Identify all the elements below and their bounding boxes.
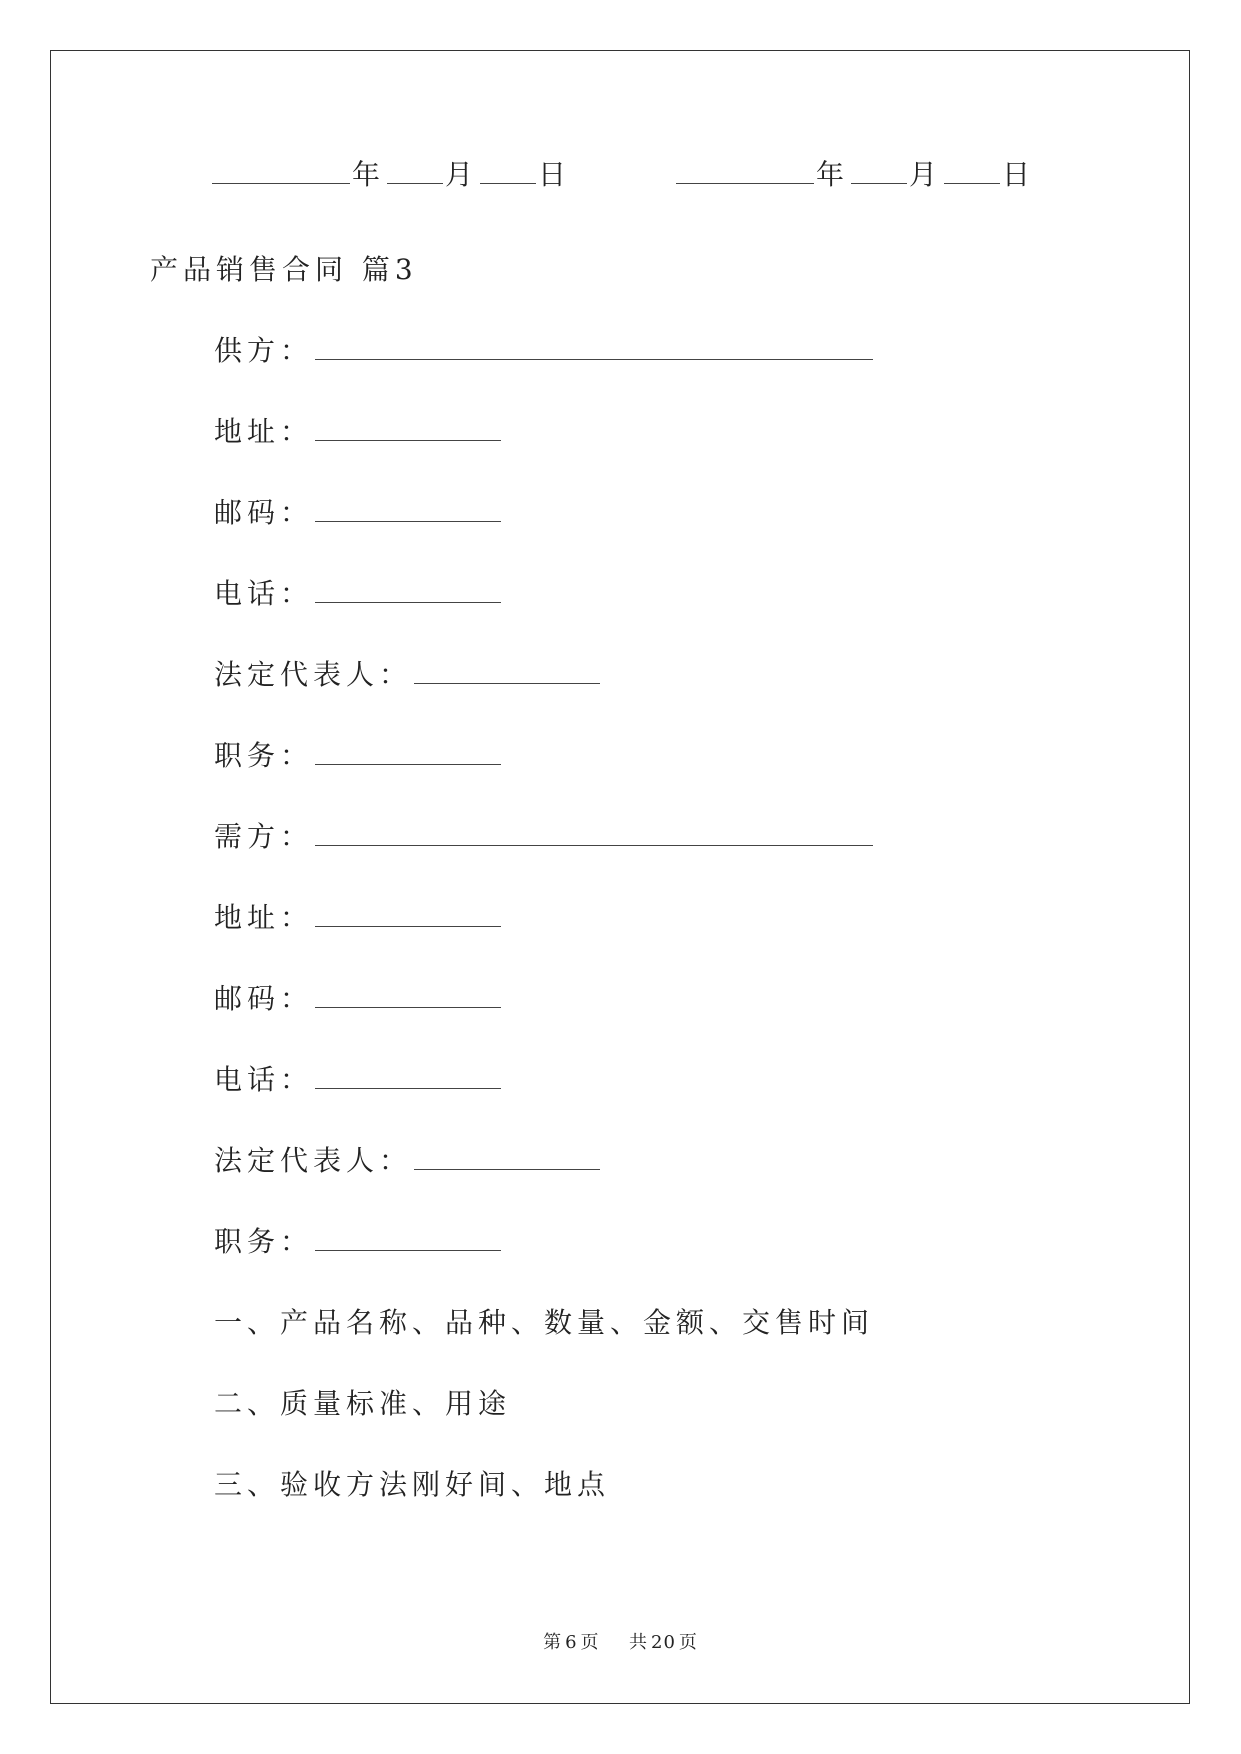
blank-month-right — [851, 157, 907, 184]
supplier-party-blank — [315, 333, 873, 360]
page-suffix: 页 — [580, 1632, 600, 1653]
buyer-address-row — [214, 900, 503, 936]
month-label: 月 — [445, 158, 479, 191]
buyer-phone-label: 电话： — [214, 1063, 314, 1096]
total-suffix: 页 — [678, 1632, 698, 1653]
supplier-legal-rep-blank — [414, 657, 600, 684]
page-footer — [0, 1628, 1241, 1654]
buyer-legal-rep-blank — [414, 1143, 600, 1170]
day-label: 日 — [1002, 158, 1036, 191]
buyer-party-row — [214, 819, 875, 855]
supplier-postcode-label: 邮码： — [214, 496, 314, 529]
buyer-postcode-label: 邮码： — [214, 982, 314, 1015]
day-label: 日 — [538, 158, 572, 191]
supplier-party-label: 供方： — [214, 334, 314, 367]
clause-1: 一、产品名称、品种、数量、金额、交售时间 — [214, 1306, 875, 1339]
supplier-address-blank — [315, 414, 501, 441]
buyer-phone-row — [214, 1062, 503, 1098]
supplier-phone-blank — [315, 576, 501, 603]
supplier-address-label: 地址： — [214, 415, 314, 448]
buyer-party-label: 需方： — [214, 820, 314, 853]
supplier-address-row — [214, 414, 503, 450]
total-pages: 20 — [651, 1632, 676, 1653]
blank-year-left — [212, 157, 350, 184]
buyer-postcode-row — [214, 981, 503, 1017]
blank-day-right — [944, 157, 1000, 184]
buyer-legal-rep-row — [214, 1143, 602, 1179]
buyer-position-row — [214, 1224, 503, 1260]
supplier-postcode-blank — [315, 495, 501, 522]
supplier-phone-row — [214, 576, 503, 612]
month-label: 月 — [909, 158, 943, 191]
supplier-position-blank — [315, 738, 501, 765]
supplier-position-row — [214, 738, 503, 774]
blank-month-left — [387, 157, 443, 184]
buyer-address-blank — [315, 900, 501, 927]
page-border — [50, 50, 1190, 1704]
total-prefix: 共 — [629, 1632, 648, 1653]
date-line-right — [674, 157, 1035, 193]
year-label: 年 — [816, 158, 850, 191]
buyer-postcode-blank — [315, 981, 501, 1008]
supplier-postcode-row — [214, 495, 503, 531]
supplier-legal-rep-row — [214, 657, 602, 693]
page-prefix: 第 — [543, 1632, 563, 1653]
buyer-address-label: 地址： — [214, 901, 314, 934]
clause-2: 二、质量标准、用途 — [214, 1387, 512, 1420]
clause-3: 三、验收方法刚好间、地点 — [214, 1468, 611, 1501]
blank-year-right — [676, 157, 814, 184]
buyer-party-blank — [315, 819, 873, 846]
page-number: 6 — [565, 1632, 578, 1653]
supplier-phone-label: 电话： — [214, 577, 314, 610]
date-line — [210, 157, 571, 193]
supplier-position-label: 职务： — [214, 739, 314, 772]
buyer-legal-rep-label: 法定代表人： — [214, 1144, 413, 1177]
supplier-legal-rep-label: 法定代表人： — [214, 658, 413, 691]
section-title: 产品销售合同 篇3 — [150, 253, 418, 286]
blank-day-left — [480, 157, 536, 184]
buyer-phone-blank — [315, 1062, 501, 1089]
year-label: 年 — [352, 158, 386, 191]
buyer-position-label: 职务： — [214, 1225, 314, 1258]
buyer-position-blank — [315, 1224, 501, 1251]
supplier-party-row — [214, 333, 875, 369]
